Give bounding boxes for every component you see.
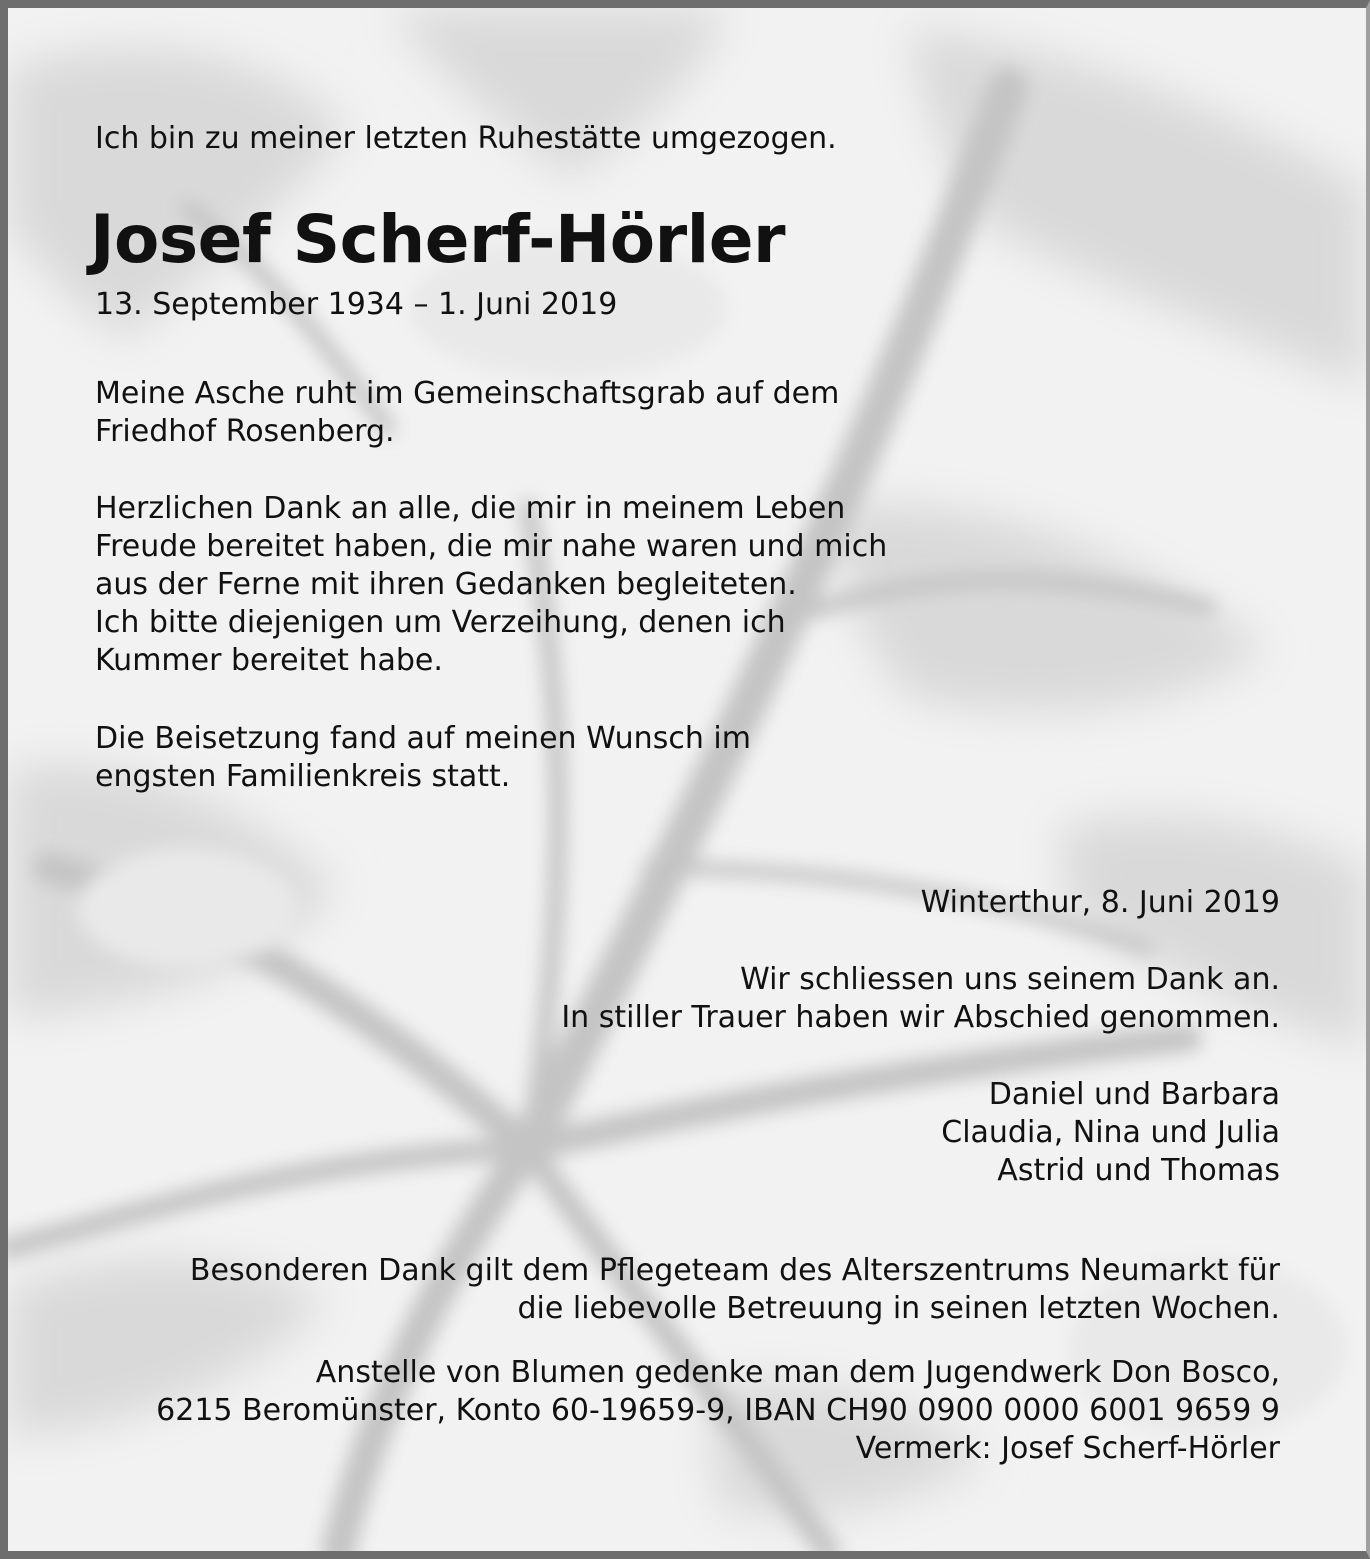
family-member: Daniel und Barbara [988,1077,1280,1112]
text-line: 6215 Beromünster, Konto 60-19659-9, IBAN CH90 0900 0000 6001 9659 9 [156,1393,1280,1428]
family-names [941,1076,1280,1190]
special-thanks [190,1252,1280,1328]
paragraph-burial [95,720,751,796]
mourning-statement [561,961,1280,1037]
text-line: In stiller Trauer haben wir Abschied genommen. [561,1000,1280,1035]
text-line: Die Beisetzung fand auf meinen Wunsch im [95,721,751,756]
deceased-name: Josef Scherf-Hörler [90,201,786,278]
text-line: Freude bereitet haben, die mir nahe waren und mich [95,529,888,564]
paragraph-thanks-personal [95,490,887,680]
text-line: Ich bitte diejenigen um Verzeihung, denen ich [95,605,786,640]
family-member: Astrid und Thomas [997,1153,1280,1188]
text-line: Anstelle von Blumen gedenke man dem Jugendwerk Don Bosco, [315,1355,1280,1390]
paragraph-resting-place [95,375,839,451]
text-line: Besonderen Dank gilt dem Pflegeteam des Alterszentrums Neumarkt für [189,1253,1280,1288]
text-line: Kummer bereitet habe. [95,643,443,678]
donation-info [156,1354,1280,1468]
text-line: Meine Asche ruht im Gemeinschaftsgrab auf dem [95,376,840,411]
text-line: engsten Familienkreis statt. [95,759,511,794]
text-line: Herzlichen Dank an alle, die mir in meinem Leben [95,491,846,526]
family-member: Claudia, Nina und Julia [941,1115,1280,1150]
text-line: die liebevolle Betreuung in seinen letzten Wochen. [517,1291,1280,1326]
text-line: aus der Ferne mit ihren Gedanken begleiteten. [95,567,797,602]
life-dates: 13. September 1934 – 1. Juni 2019 [95,287,618,322]
place-date: Winterthur, 8. Juni 2019 [920,885,1280,920]
text-line: Friedhof Rosenberg. [95,414,395,449]
text-line: Vermerk: Josef Scherf-Hörler [855,1431,1280,1466]
text-line: Wir schliessen uns seinem Dank an. [740,962,1280,997]
intro-line: Ich bin zu meiner letzten Ruhestätte umgezogen. [95,121,837,156]
